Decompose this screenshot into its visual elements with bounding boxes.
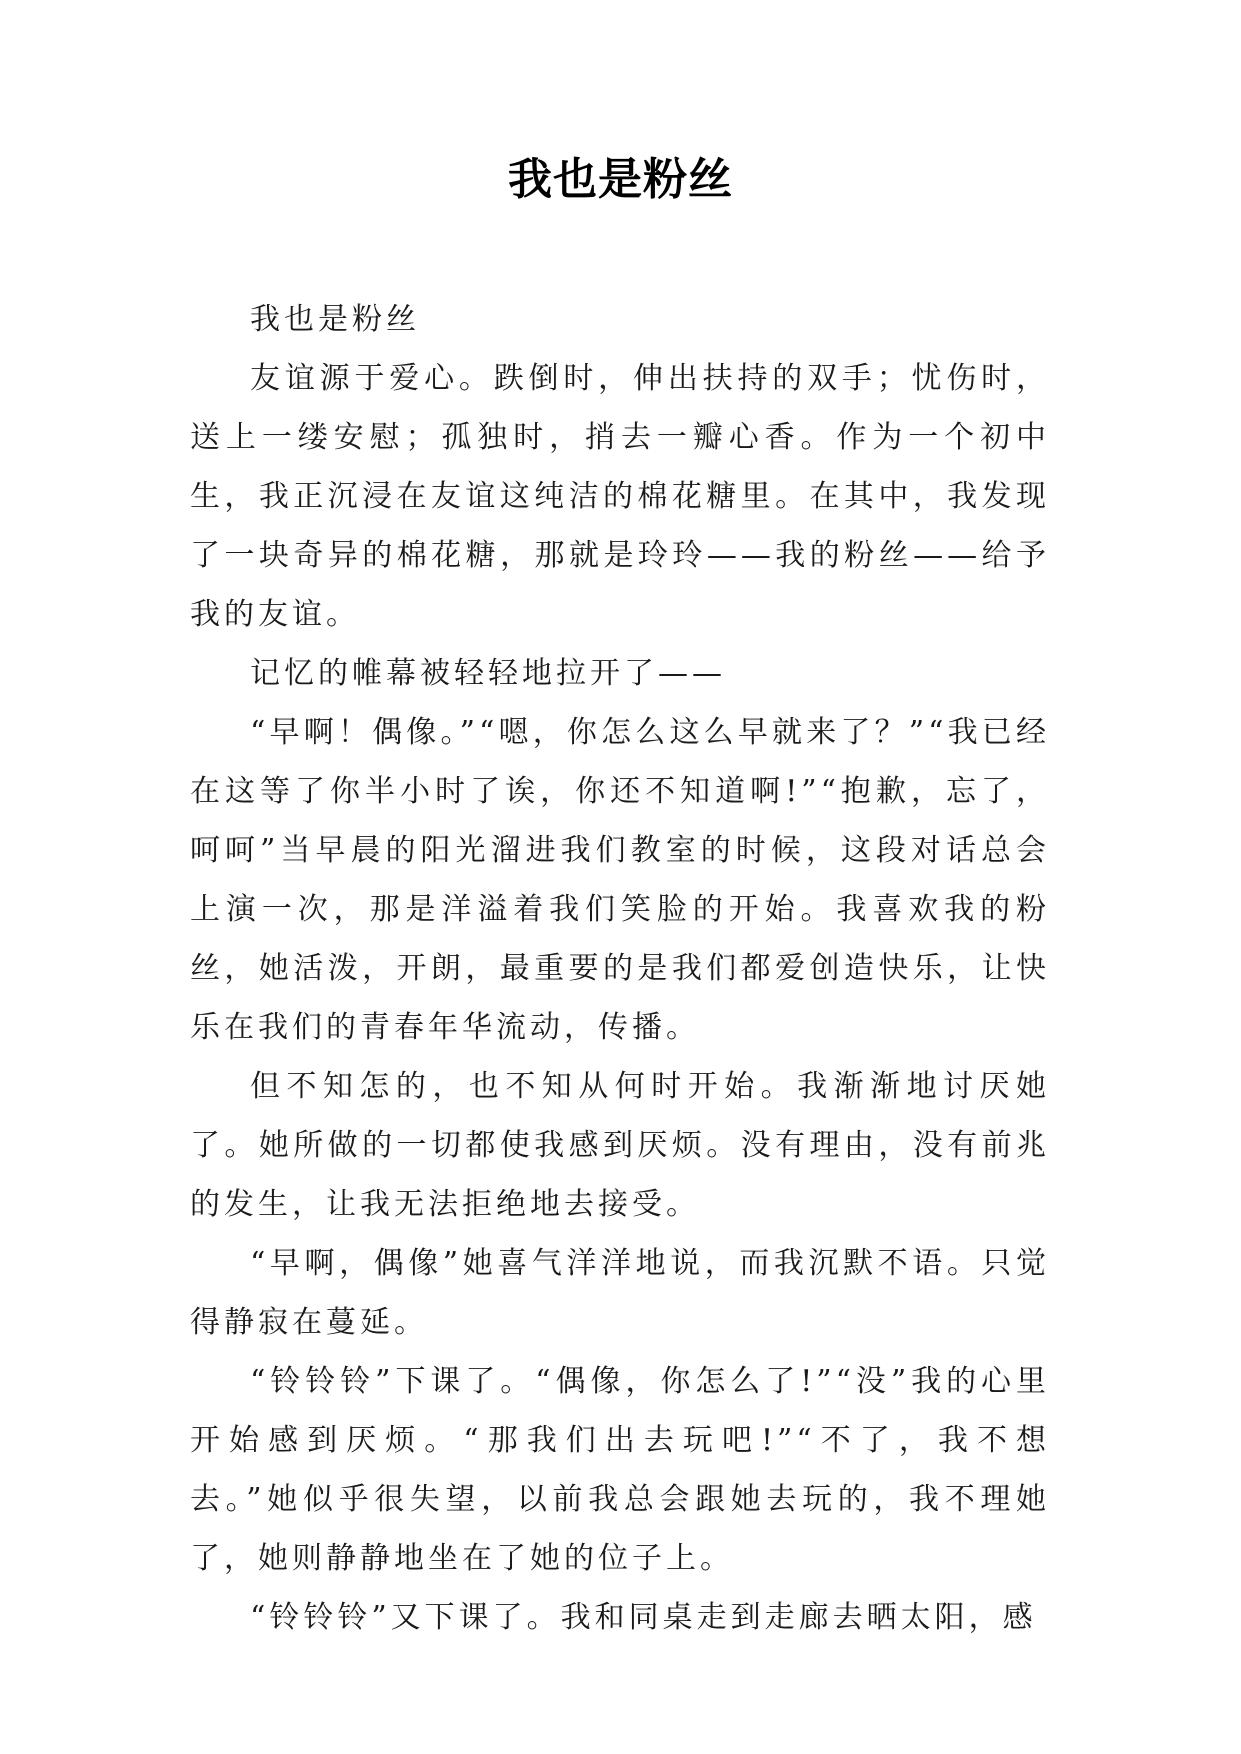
paragraph: 我也是粉丝 (250, 302, 420, 337)
paragraph: 但不知怎的，也不知从何时开始。我渐渐地讨厌她了。她所做的一切都使我感到厌烦。没有理由，没有前兆的发生，让我无法拒绝地去接受。 (190, 1069, 1050, 1222)
paragraph: 友谊源于爱心。跌倒时，伸出扶持的双手；忧伤时，送上一缕安慰；孤独时，捎去一瓣心香。作为一个初中生，我正沉浸在友谊这纯洁的棉花糖里。在其中，我发现了一块奇异的棉花糖，那就是玲玲——我的粉丝——给予我的友谊。 (190, 361, 1050, 632)
paragraph: “铃铃铃”下课了。“偶像，你怎么了!”“没”我的心里开始感到厌烦。“那我们出去玩吧!”“不了，我不想去。”她似乎很失望，以前我总会跟她去玩的，我不理她了，她则静静地坐在了她的位子上。 (190, 1364, 1050, 1576)
paragraph: 记忆的帷幕被轻轻地拉开了—— (250, 656, 726, 691)
paragraph: “早啊，偶像”她喜气洋洋地说，而我沉默不语。只觉得静寂在蔓延。 (190, 1246, 1050, 1340)
paragraph: “早啊！偶像。”“嗯，你怎么这么早就来了？”“我已经在这等了你半小时了诶，你还不知道啊!”“抱歉，忘了，呵呵”当早晨的阳光溜进我们教室的时候，这段对话总会上演一次，那是洋溢着我们笑脸的开始。我喜欢我的粉丝，她活泼，开朗，最重要的是我们都爱创造快乐，让快乐在我们的青春年华流动，传播。 (190, 715, 1050, 1045)
document-body (190, 290, 1050, 1647)
paragraph: “铃铃铃”又下课了。我和同桌走到走廊去晒太阳，感 (250, 1600, 1037, 1635)
document-title: 我也是粉丝 (508, 154, 733, 205)
